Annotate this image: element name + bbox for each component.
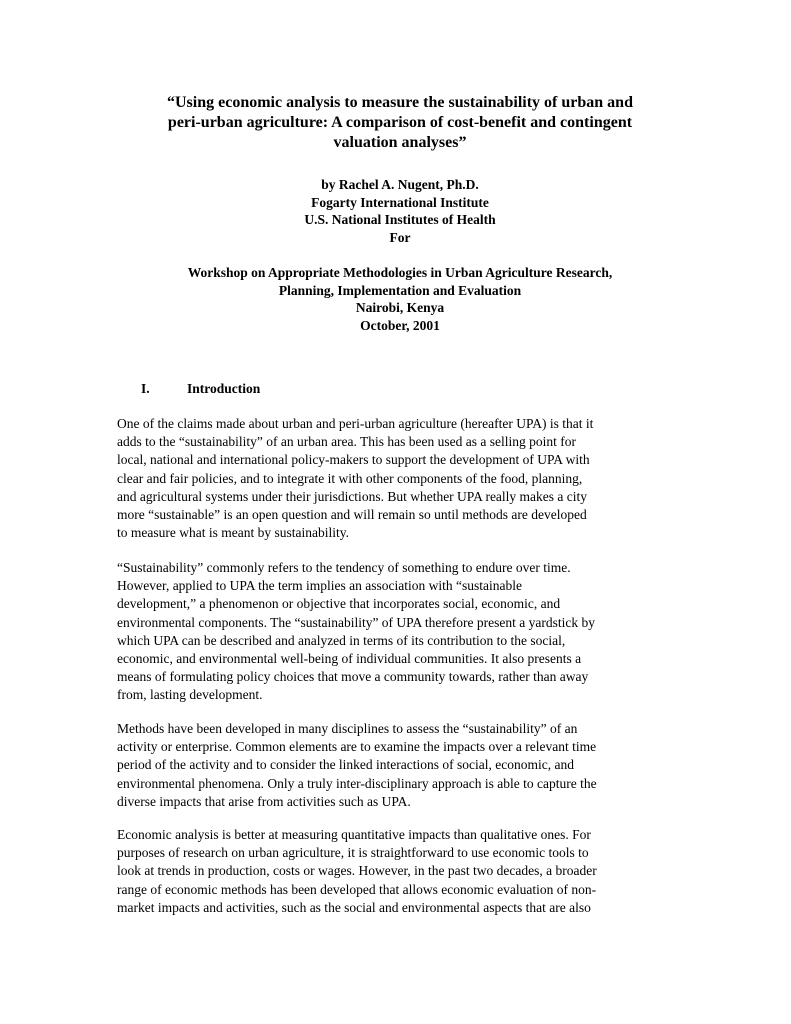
document-title [100,93,700,153]
text-line: development,” a phenomenon or objective that incorporates social, economic, and [117,596,561,612]
workshop-date: October, 2001 [360,317,440,333]
text-line: means of formulating policy choices that move a community towards, rather than away [117,669,589,685]
workshop-title-line: Planning, Implementation and Evaluation [278,282,522,298]
section-number: I. [141,381,150,396]
author-name: by Rachel A. Nugent, Ph.D. [321,177,479,192]
paragraph-2 [117,559,677,705]
author-block [100,176,700,246]
workshop-title-line: Workshop on Appropriate Methodologies in Urban Agriculture Research, [187,265,613,280]
workshop-block [100,264,700,334]
author-institute: Fogarty International Institute [311,194,489,210]
text-line: purposes of research on urban agriculture, it is straightforward to use economic tools to [117,845,589,861]
text-line: “Sustainability” commonly refers to the tendency of something to endure over time. [117,560,571,575]
text-line: environmental phenomena. Only a truly inter-disciplinary approach is able to capture the [117,775,597,791]
workshop-location: Nairobi, Kenya [355,300,445,315]
text-line: which UPA can be described and analyzed in terms of its contribution to the social, [117,632,566,648]
text-line: diverse impacts that arise from activities such as UPA. [117,793,411,809]
text-line: more “sustainable” is an open question and will remain so until methods are developed [117,507,587,523]
title-line: “Using economic analysis to measure the sustainability of urban and [167,94,633,111]
text-line: and agricultural systems under their jurisdictions. But whether UPA really makes a city [117,488,588,504]
paragraph-1 [117,415,677,542]
text-line: environmental components. The “sustainability” of UPA therefore present a yardstick by [117,614,596,630]
section-title: Introduction [187,381,261,396]
text-line: to measure what is meant by sustainability. [117,525,349,541]
paragraph-3 [117,720,677,811]
author-organization: U.S. National Institutes of Health [304,212,496,227]
title-line: valuation analyses” [333,134,467,151]
text-line: look at trends in production, costs or wages. However, in the past two decades, a broader [117,863,597,879]
text-line: adds to the “sustainability” of an urban area. This has been used as a selling point for [117,434,576,450]
for-label: For [389,229,411,245]
text-line: However, applied to UPA the term implies an association with “sustainable [117,578,523,594]
text-line: activity or enterprise. Common elements are to examine the impacts over a relevant time [117,739,597,755]
title-line: peri-urban agriculture: A comparison of cost-benefit and contingent [167,114,633,131]
text-line: clear and fair policies, and to integrate it with other components of the food, planning, [117,470,583,486]
text-line: market impacts and activities, such as the social and environmental aspects that are also [117,899,591,915]
text-line: range of economic methods has been developed that allows economic evaluation of non- [117,881,597,897]
text-line: from, lasting development. [117,687,263,703]
text-line: economic, and environmental well-being of individual communities. It also presents a [117,651,582,667]
text-line: Methods have been developed in many disciplines to assess the “sustainability” of an [117,721,578,736]
text-line: local, national and international policy-makers to support the development of UPA with [117,452,590,468]
text-line: Economic analysis is better at measuring quantitative impacts than qualitative ones. For [117,827,591,842]
paragraph-4 [117,826,677,917]
text-line: One of the claims made about urban and peri-urban agriculture (hereafter UPA) is that it [117,416,594,431]
text-line: period of the activity and to consider the linked interactions of social, economic, and [117,757,574,773]
